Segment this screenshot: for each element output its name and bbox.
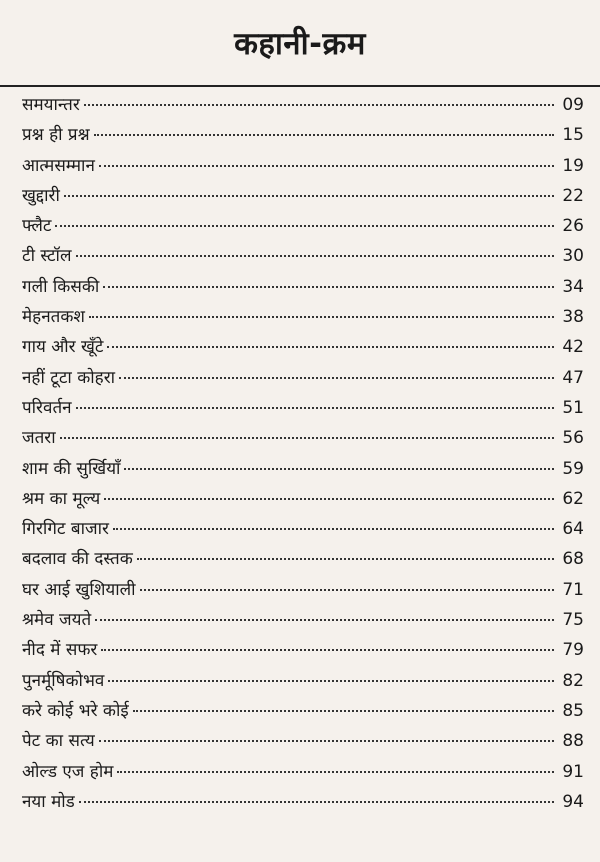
dot-leader: [94, 134, 554, 136]
toc-entry: [22, 514, 584, 544]
entry-page-number: 51: [562, 397, 584, 418]
entry-page-number: 85: [562, 700, 584, 721]
entry-page-number: 62: [562, 488, 584, 509]
toc-entry: [22, 363, 584, 393]
entry-title: गिरगिट बाजार: [22, 519, 109, 540]
dot-leader: [55, 225, 554, 227]
toc-entry: [22, 666, 584, 696]
entry-title: शाम की सुर्खियाँ: [22, 458, 121, 479]
entry-page-number: 15: [562, 125, 584, 146]
dot-leader: [107, 346, 554, 348]
entry-title: करे कोई भरे कोई: [22, 700, 129, 721]
entry-page-number: 64: [562, 519, 584, 540]
entry-title: खुद्दारी: [22, 185, 60, 206]
dot-leader: [79, 801, 554, 803]
entry-title: आत्मसम्मान: [22, 155, 95, 176]
entry-title: मेहनतकश: [22, 307, 85, 328]
entry-title: फ्लैट: [22, 216, 52, 237]
toc-entry: [22, 211, 584, 241]
toc-entry: [22, 120, 584, 150]
entry-title: नहीं टूटा कोहरा: [22, 367, 116, 388]
toc-entry: [22, 90, 584, 120]
dot-leader: [133, 710, 554, 712]
entry-page-number: 91: [562, 761, 584, 782]
dot-leader: [124, 468, 554, 470]
entry-title: ओल्ड एज होम: [22, 761, 114, 782]
entry-title: घर आई खुशियाली: [22, 579, 136, 600]
toc-entry: [22, 332, 584, 362]
entry-page-number: 26: [562, 216, 584, 237]
toc-entry: [22, 544, 584, 574]
dot-leader: [101, 649, 554, 651]
entry-page-number: 30: [562, 246, 584, 267]
toc-entry: [22, 272, 584, 302]
dot-leader: [99, 165, 554, 167]
toc-entry: [22, 241, 584, 271]
entry-title: टी स्टॉल: [22, 246, 72, 267]
entry-page-number: 94: [562, 791, 584, 812]
entry-page-number: 19: [562, 155, 584, 176]
entry-page-number: 42: [562, 337, 584, 358]
dot-leader: [64, 195, 554, 197]
entry-title: श्रम का मूल्य: [22, 488, 101, 509]
toc-entry: [22, 423, 584, 453]
dot-leader: [84, 104, 554, 106]
entry-page-number: 79: [562, 640, 584, 661]
entry-page-number: 75: [562, 610, 584, 631]
dot-leader: [140, 589, 554, 591]
dot-leader: [117, 771, 554, 773]
dot-leader: [60, 437, 554, 439]
entry-title: बदलाव की दस्तक: [22, 549, 133, 570]
toc-entry: [22, 605, 584, 635]
entry-title: पेट का सत्य: [22, 731, 95, 752]
toc-entry: [22, 151, 584, 181]
toc-entry: [22, 635, 584, 665]
entry-page-number: 38: [562, 307, 584, 328]
toc-entry: [22, 454, 584, 484]
entry-page-number: 47: [562, 367, 584, 388]
entry-page-number: 59: [562, 458, 584, 479]
dot-leader: [113, 528, 554, 530]
toc-entry: [22, 575, 584, 605]
dot-leader: [99, 740, 554, 742]
toc-entry: [22, 696, 584, 726]
entry-title: पुनर्मूषिकोभव: [22, 670, 105, 691]
toc-entry: [22, 484, 584, 514]
entry-page-number: 56: [562, 428, 584, 449]
dot-leader: [76, 407, 554, 409]
entry-title: नया मोड: [22, 791, 75, 812]
dot-leader: [103, 286, 554, 288]
toc-entry: [22, 726, 584, 756]
dot-leader: [137, 558, 554, 560]
entry-title: श्रमेव जयते: [22, 610, 92, 631]
entry-page-number: 71: [562, 579, 584, 600]
toc-entry: [22, 302, 584, 332]
dot-leader: [119, 377, 554, 379]
entry-page-number: 68: [562, 549, 584, 570]
toc-entry: [22, 787, 584, 817]
entry-page-number: 22: [562, 185, 584, 206]
entry-title: गाय और खूँटे: [22, 337, 104, 358]
title-divider: [0, 85, 600, 87]
entry-page-number: 82: [562, 670, 584, 691]
dot-leader: [89, 316, 554, 318]
entry-title: जतरा: [22, 428, 56, 449]
table-of-contents: [22, 90, 584, 817]
entry-title: प्रश्न ही प्रश्न: [22, 125, 90, 146]
dot-leader: [104, 498, 554, 500]
entry-title: गली किसकी: [22, 276, 100, 297]
dot-leader: [76, 255, 555, 257]
entry-title: समयान्तर: [22, 95, 80, 115]
toc-entry: [22, 393, 584, 423]
entry-title: परिवर्तन: [22, 397, 72, 418]
toc-entry: [22, 757, 584, 787]
entry-page-number: 09: [562, 95, 584, 115]
toc-entry: [22, 181, 584, 211]
entry-page-number: 34: [562, 276, 584, 297]
dot-leader: [108, 680, 554, 682]
page-title: कहानी-क्रम: [234, 26, 366, 62]
entry-title: नीद में सफर: [22, 640, 98, 661]
dot-leader: [95, 619, 554, 621]
entry-page-number: 88: [562, 731, 584, 752]
